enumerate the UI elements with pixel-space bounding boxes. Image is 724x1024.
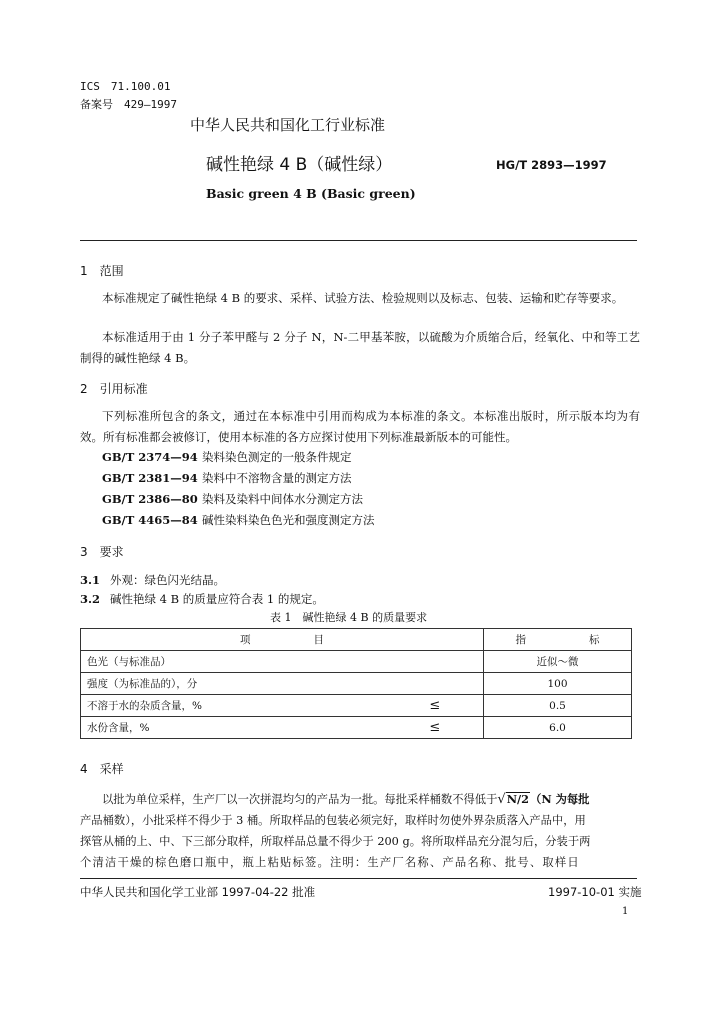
reference-code: GB/T 4465—84: [102, 513, 198, 527]
reference-name: 碱性染料染色色光和强度测定方法: [202, 513, 375, 527]
table-row: [81, 695, 632, 717]
table-cell-item: 水份含量，%: [81, 717, 387, 739]
page-number: 1: [622, 906, 629, 917]
clause-number: 3.1: [80, 573, 101, 587]
reference-name: 染料染色测定的一般条件规定: [202, 450, 352, 464]
section-1-paragraph-2: 本标准适用于由 1 分子苯甲醛与 2 分子 N，N-二甲基苯胺，以硫酸为介质缩合后，经氧化、中和等工艺制得的碱性艳绿 4 B。: [80, 330, 640, 365]
section-4-line-1-tail: （N 为每批: [530, 792, 590, 806]
table-cell-value: 0.5: [484, 695, 632, 717]
table-row: [81, 651, 632, 673]
reference-item: [102, 489, 363, 510]
quality-table: [80, 628, 632, 739]
filing-number: 备案号 429—1997: [80, 98, 177, 111]
reference-code: GB/T 2386—80: [102, 492, 198, 506]
table-row: [81, 717, 632, 739]
document-title-en: Basic green 4 B (Basic green): [206, 186, 416, 201]
table-cell-operator: ≤: [387, 717, 484, 739]
ics-number: ICS 71.100.01: [80, 80, 171, 93]
effective-date: 1997-10-01 实施: [548, 885, 642, 899]
clause-3-2: [80, 589, 324, 610]
sqrt-icon: √: [497, 792, 506, 807]
reference-item: [102, 447, 352, 468]
document-title-cn: 碱性艳绿 4 B（碱性绿）: [206, 155, 393, 175]
clause-text: 碱性艳绿 4 B 的质量应符合表 1 的规定。: [110, 592, 324, 606]
section-3-heading: 3 要求: [80, 545, 124, 559]
section-2-heading: 2 引用标准: [80, 382, 148, 396]
sqrt-expression: N/2: [506, 792, 530, 806]
table-header-row: [81, 629, 632, 651]
reference-code: GB/T 2381—94: [102, 471, 198, 485]
table-cell-value: 近似～微: [484, 651, 632, 673]
footer-rule: [80, 878, 637, 879]
clause-number: 3.2: [80, 592, 101, 606]
table-cell-value: 6.0: [484, 717, 632, 739]
clause-text: 外观：绿色闪光结晶。: [110, 573, 225, 587]
reference-item: [102, 510, 375, 531]
section-4-line-4: 个清洁干燥的棕色磨口瓶中，瓶上粘贴标签。注明：生产厂名称、产品名称、批号、取样日: [80, 856, 580, 869]
table-cell-value: 100: [484, 673, 632, 695]
reference-code: GB/T 2374—94: [102, 450, 198, 464]
section-4-heading: 4 采样: [80, 762, 124, 776]
reference-name: 染料及染料中间体水分测定方法: [202, 492, 363, 506]
section-4-line-2: 产品桶数），小批采样不得少于 3 桶。所取样品的包装必须完好，取样时勿使外界杂质落入产品中，用: [80, 814, 586, 827]
header-rule: [80, 240, 637, 241]
org-title: 中华人民共和国化工行业标准: [190, 116, 386, 134]
table-cell-item: 色光（与标准品）: [81, 651, 484, 673]
reference-item: [102, 468, 352, 489]
section-4-line-1: [102, 789, 589, 810]
section-1-paragraph-1: 本标准规定了碱性艳绿 4 B 的要求、采样、试验方法、检验规则以及标志、包装、运输和贮存等要求。: [102, 291, 624, 305]
table-caption: 表 1 碱性艳绿 4 B 的质量要求: [270, 611, 428, 624]
table-cell-item: 不溶于水的杂质含量，%: [81, 695, 387, 717]
section-4-line-3: 探管从桶的上、中、下三部分取样，所取样品总量不得少于 200 g。将所取样品充分混匀后，分装于两: [80, 835, 591, 848]
standard-code: HG/T 2893—1997: [496, 158, 607, 172]
section-4-line-1-text: 以批为单位采样，生产厂以一次拼混均匀的产品为一批。每批采样桶数不得低于: [102, 793, 498, 806]
clause-3-1: [80, 570, 225, 591]
reference-name: 染料中不溶物含量的测定方法: [202, 471, 352, 485]
table-row: [81, 673, 632, 695]
section-2-paragraph-1: 下列标准所包含的条文，通过在本标准中引用而构成为本标准的条文。本标准出版时，所示版本均为有效。所有标准都会被修订，使用本标准的各方应探讨使用下列标准最新版本的可能性。: [80, 409, 640, 444]
section-1-heading: 1 范围: [80, 264, 124, 278]
table-header-value: 指 标: [484, 629, 632, 651]
table-cell-item: 强度（为标准品的），分: [81, 673, 484, 695]
approval-note: 中华人民共和国化学工业部 1997-04-22 批准: [80, 885, 316, 899]
table-header-item: 项 目: [81, 629, 484, 651]
table-cell-operator: ≤: [387, 695, 484, 717]
